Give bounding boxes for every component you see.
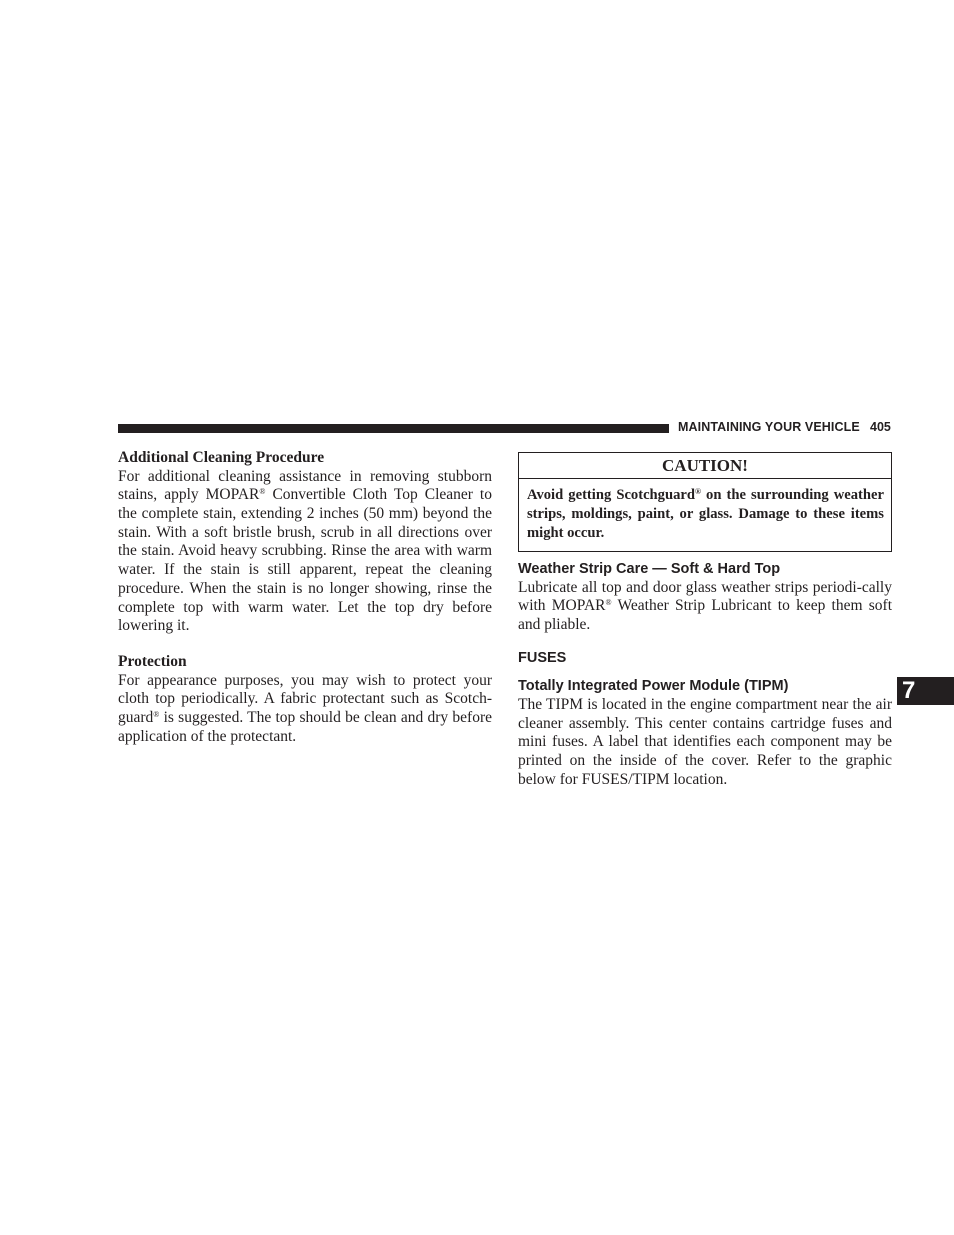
left-column [118,449,492,746]
header-rule [118,424,669,433]
page-number: 405 [870,420,891,434]
registered-mark: ® [153,709,160,719]
registered-mark: ® [259,487,266,497]
additional-cleaning-heading: Additional Cleaning Procedure [118,449,325,466]
protection-text: For appearance purposes, you may wish to protect your cloth top periodically. A fabric protectant such as Scotch-guard® is suggested. The top should be clean and dry before application of the protectant. [118,671,492,745]
additional-cleaning-text: For additional cleaning assistance in removing stubborn stains, apply MOPAR® Convertible Cloth Top Cleaner to the complete stain, extending 2 inches (50 mm) beyond the stain. With a soft bristle brush, scrub in all directions over the stain. Avoid heavy scrubbing. Rinse the area with warm water. If the stain is still apparent, repeat the cleaning procedure. When the stain is no longer showing, rinse the complete top with warm water. Let the top dry before lowering it. [118,467,492,635]
caution-box [518,452,892,552]
weather-strip-heading: Weather Strip Care — Soft & Hard Top [518,561,781,577]
registered-mark: ® [605,598,612,608]
caution-text: Avoid getting Scotchguard® on the surrounding weather strips, moldings, paint, or glass. Damage to these items might occur. [527,487,884,541]
tipm-heading: Totally Integrated Power Module (TIPM) [518,678,789,695]
registered-mark: ® [694,487,701,496]
weather-strip-text: Lubricate all top and door glass weather strips periodi-cally with MOPAR® Weather Strip Lubricant to keep them soft and pliable. [518,578,892,633]
caution-title: CAUTION! [519,453,891,479]
fuses-heading: FUSES [518,649,567,666]
running-header-title: MAINTAINING YOUR VEHICLE [678,420,860,434]
tipm-text: The TIPM is located in the engine compartment near the air cleaner assembly. This center contains cartridge fuses and mini fuses. A label that identifies each component may be printed on the inside of the cover. Refer to the graphic below for FUSES/TIPM location. [518,695,892,788]
right-column [518,452,892,789]
protection-heading: Protection [118,652,187,670]
chapter-tab: 7 [897,677,954,705]
